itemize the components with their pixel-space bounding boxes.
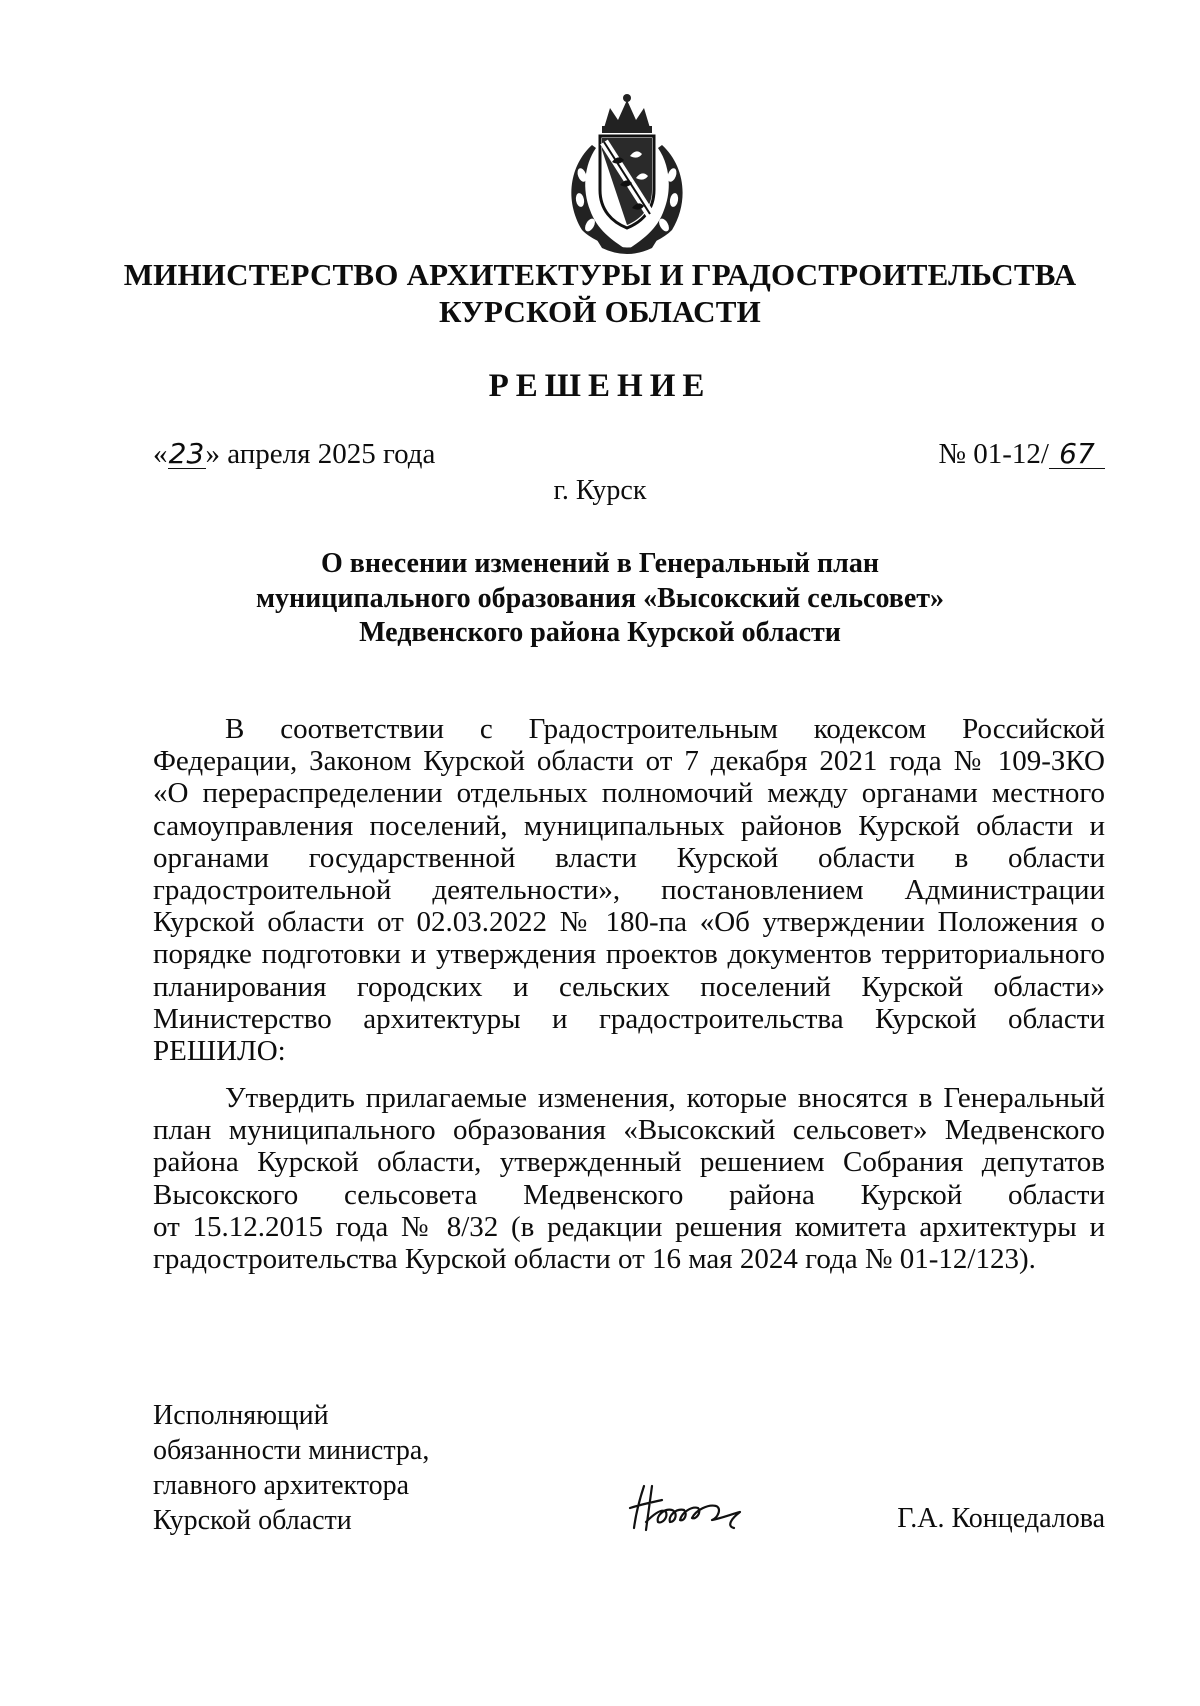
signatory-position-line: Исполняющий xyxy=(153,1400,329,1431)
body-line: план муниципального образования «Высокский сельсовет» Медвенского xyxy=(153,1114,1105,1147)
ministry-name-line2: КУРСКОЙ ОБЛАСТИ xyxy=(439,294,761,329)
body-line: от 15.12.2015 года № 8/32 (в редакции решения комитета архитектуры и xyxy=(153,1210,1105,1243)
body-line: РЕШИЛО: xyxy=(153,1034,286,1067)
document-date xyxy=(153,438,435,471)
body-line: органами государственной власти Курской области в области xyxy=(153,841,1105,874)
handwritten-signature-icon xyxy=(622,1478,772,1538)
body-line: градостроительной деятельности», постановлением Администрации xyxy=(153,873,1105,906)
body-line: планирования городских и сельских поселений Курской области» xyxy=(153,970,1105,1003)
kursk-coat-of-arms-icon xyxy=(552,90,702,255)
body-line: градостроительства Курской области от 16 мая 2024 года № 01-12/123). xyxy=(153,1242,1036,1275)
document-city: г. Курск xyxy=(553,475,647,506)
signatory-position-line: главного архитектора xyxy=(153,1470,410,1501)
signatory-position-line: Курской области xyxy=(153,1505,352,1536)
document-number xyxy=(938,438,1105,471)
date-month-year: » апреля 2025 года xyxy=(205,438,436,470)
signatory-position-line: обязанности министра, xyxy=(153,1435,430,1466)
body-line: Министерство архитектуры и градостроительства Курской области xyxy=(153,1002,1105,1035)
body-line: района Курской области, утвержденный решением Собрания депутатов xyxy=(153,1146,1105,1179)
document-type: РЕШЕНИЕ xyxy=(488,368,712,404)
signer-name: Г.А. Концедалова xyxy=(897,1503,1105,1534)
body-line: самоуправления поселений, муниципальных районов Курской области и xyxy=(153,809,1105,842)
document-number-handwritten: 67 xyxy=(1049,440,1105,469)
body-line: Федерации, Законом Курской области от 7 декабря 2021 года № 109-ЗКО xyxy=(153,745,1105,778)
body-paragraph-1 xyxy=(153,713,1105,1067)
subject-line2: муниципального образования «Высокский сельсовет» xyxy=(255,583,945,614)
body-line: В соответствии с Градостроительным кодексом Российской xyxy=(225,713,1105,745)
document-number-prefix: № 01-12/ xyxy=(938,438,1049,470)
ministry-name-line1: МИНИСТЕРСТВО АРХИТЕКТУРЫ И ГРАДОСТРОИТЕЛЬСТВА xyxy=(123,257,1077,292)
body-paragraph-2 xyxy=(153,1082,1105,1275)
subject-line1: О внесении изменений в Генеральный план xyxy=(320,548,880,579)
body-line: «О перераспределении отдельных полномочий между органами местного xyxy=(153,777,1105,810)
body-line: Утвердить прилагаемые изменения, которые вносятся в Генеральный xyxy=(225,1082,1105,1114)
subject-line3: Медвенского района Курской области xyxy=(359,617,841,648)
date-day-handwritten: 23 xyxy=(168,437,205,470)
body-line: Курской области от 02.03.2022 № 180-па «Об утверждении Положения о xyxy=(153,906,1105,939)
body-line: Высокского сельсовета Медвенского района Курской области xyxy=(153,1178,1105,1211)
body-line: порядке подготовки и утверждения проектов документов территориального xyxy=(153,938,1105,971)
date-open-quote: « xyxy=(153,438,168,470)
signatory-position xyxy=(153,1398,429,1538)
